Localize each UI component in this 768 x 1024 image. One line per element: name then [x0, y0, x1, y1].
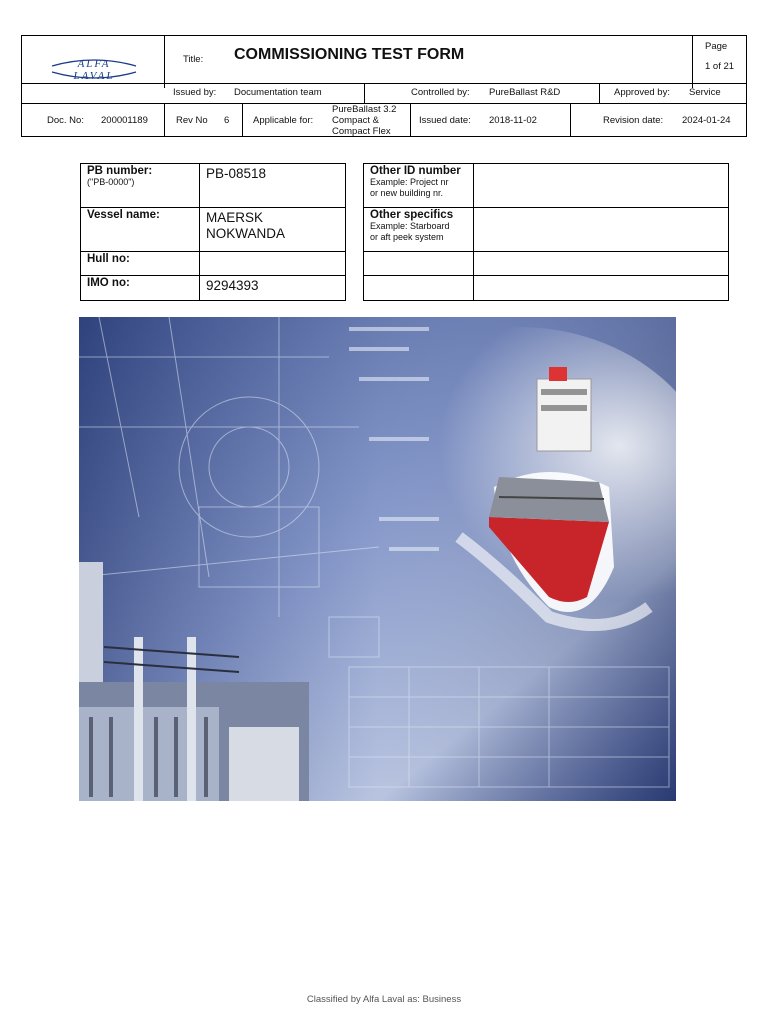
other-id-hint-line-1: Example: Project nr [370, 177, 449, 187]
revision-date-label: Revision date: [603, 115, 664, 126]
other-id-label: Other ID number [370, 165, 461, 177]
doc-no-label: Doc. No: [47, 115, 84, 126]
imo-no-label: IMO no: [87, 277, 130, 289]
rev-no-value: 6 [224, 115, 230, 126]
classification-footer: Classified by Alfa Laval as: Business [306, 994, 462, 1005]
vessel-name-line-2: NOKWANDA [206, 226, 286, 241]
other-specifics-field[interactable] [474, 208, 729, 252]
pb-number-label: PB number: [87, 165, 153, 177]
other-specifics-hint-line-2: or aft peek system [370, 232, 444, 242]
other-specifics-label-cell [364, 208, 474, 252]
other-id-hint-line-2: or new building nr. [370, 188, 444, 198]
page-number: 1 of 21 [705, 61, 735, 72]
revision-date-value: 2024-01-24 [682, 115, 731, 126]
empty-label-cell-1 [364, 252, 474, 276]
controlled-by-value: PureBallast R&D [489, 87, 561, 98]
pb-number-hint: ("PB-0000") [87, 177, 135, 187]
imo-no-label-cell [81, 276, 200, 301]
empty-field-2[interactable] [474, 276, 729, 301]
imo-no-field[interactable] [200, 276, 346, 301]
alfa-laval-logo [50, 54, 138, 89]
vessel-name-line-1: MAERSK [206, 210, 264, 225]
other-specifics-hint-line-1: Example: Starboard [370, 221, 450, 231]
vessel-name-label-cell [81, 208, 200, 252]
svg-text:ALFA: ALFA [77, 58, 111, 70]
pb-number-label-cell [81, 164, 200, 208]
hull-no-label-cell [81, 252, 200, 276]
title-label: Title: [183, 54, 204, 65]
other-info-table [363, 163, 729, 301]
vessel-name-field[interactable] [200, 208, 346, 252]
other-specifics-value [480, 209, 722, 210]
issued-by-label: Issued by: [173, 87, 217, 98]
pb-number-field[interactable] [200, 164, 346, 208]
issued-date-label: Issued date: [419, 115, 471, 126]
other-id-field[interactable] [474, 164, 729, 208]
empty-field-1[interactable] [474, 252, 729, 276]
issued-by-value: Documentation team [234, 87, 322, 98]
page-title: COMMISSIONING TEST FORM [234, 46, 465, 63]
hull-no-label: Hull no: [87, 253, 130, 265]
issued-date-value: 2018-11-02 [489, 115, 537, 126]
imo-no-value: 9294393 [206, 278, 259, 293]
svg-text:LAVAL: LAVAL [73, 70, 115, 82]
empty-label-cell-2 [364, 276, 474, 301]
cover-image [79, 317, 676, 801]
controlled-by-label: Controlled by: [411, 87, 470, 98]
applicable-for-label: Applicable for: [253, 115, 314, 126]
hull-no-field[interactable] [200, 252, 346, 276]
page-label: Page [705, 41, 728, 52]
other-id-label-cell [364, 164, 474, 208]
vessel-info-table [80, 163, 346, 301]
approved-by-label: Approved by: [614, 87, 670, 98]
doc-no-value: 200001189 [101, 115, 148, 126]
hull-no-value [206, 253, 339, 254]
applicable-for-line-1: PureBallast 3.2 [332, 104, 397, 115]
vessel-name-label: Vessel name: [87, 209, 160, 221]
applicable-for-line-2: Compact & [332, 115, 379, 126]
rev-no-label: Rev No [176, 115, 208, 126]
approved-by-value: Service [689, 87, 721, 98]
pb-number-value: PB-08518 [206, 166, 267, 181]
document-header [21, 35, 747, 137]
other-specifics-label: Other specifics [370, 209, 454, 221]
applicable-for-line-3: Compact Flex [332, 126, 391, 137]
other-id-value [480, 165, 722, 166]
